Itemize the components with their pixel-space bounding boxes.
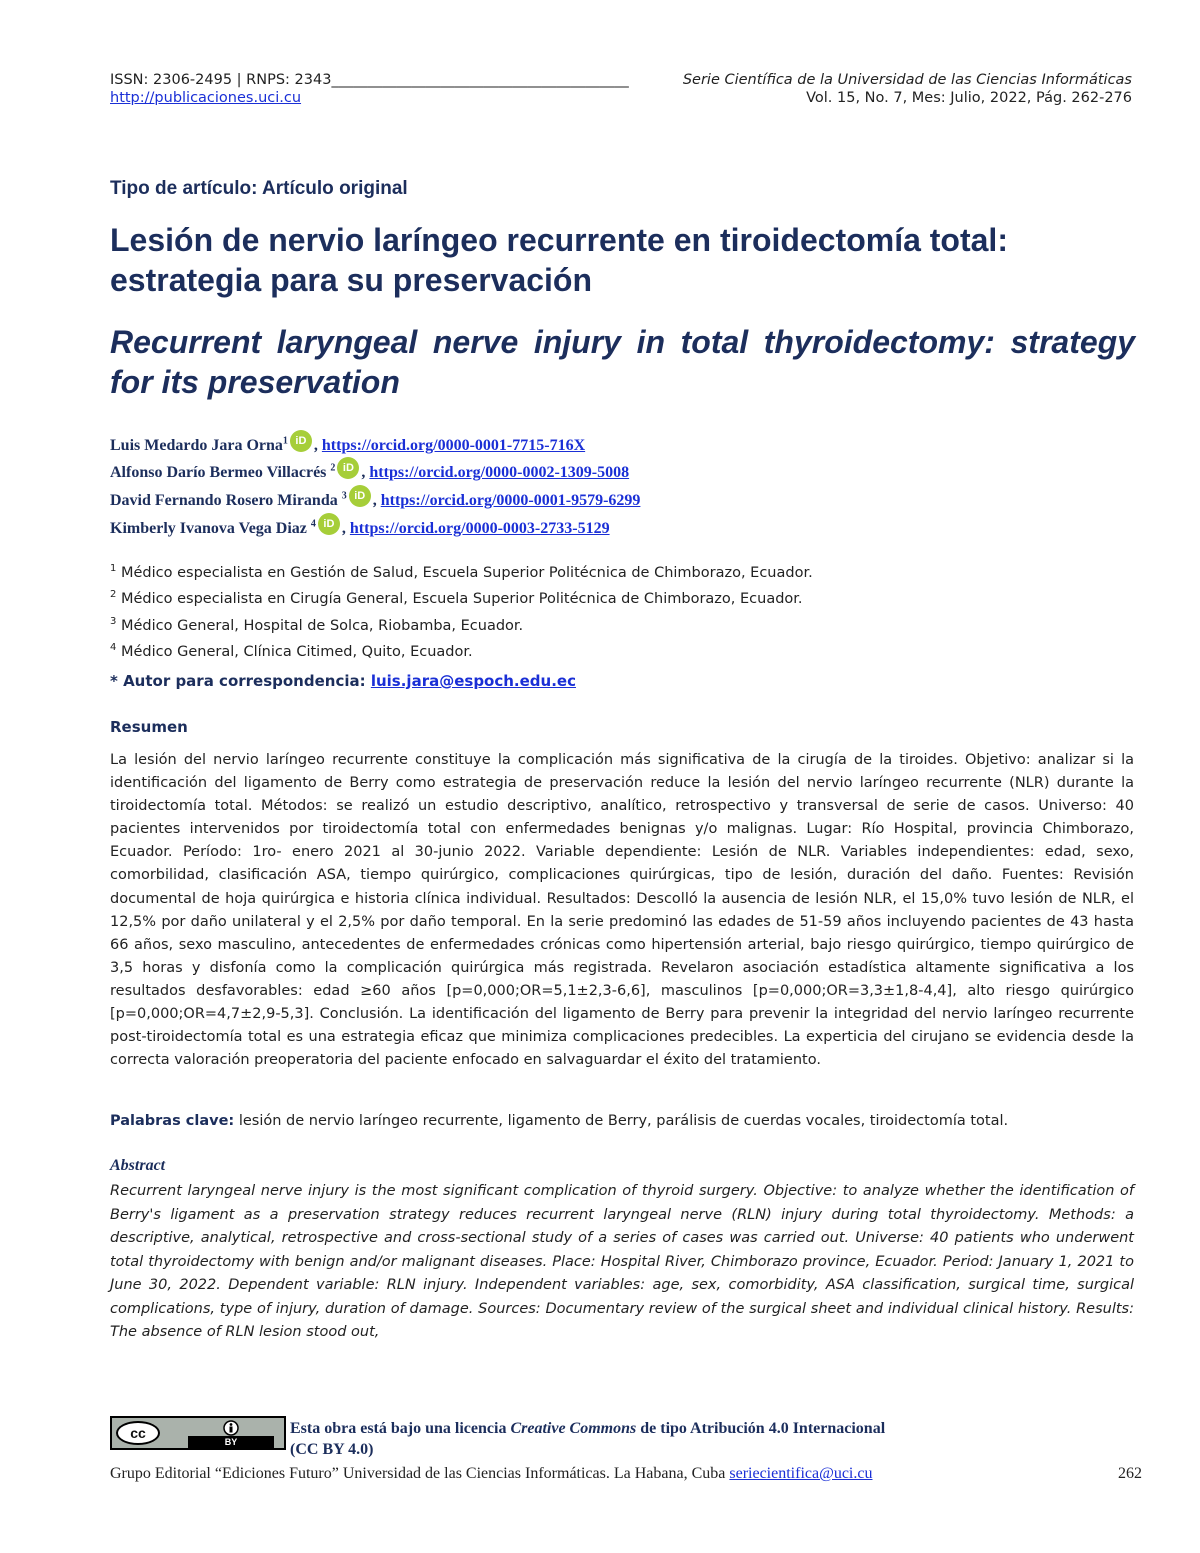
- author-name: Kimberly Ivanova Vega Diaz: [110, 520, 311, 537]
- affiliation-num: 3: [110, 615, 117, 627]
- person-icon: [188, 1420, 274, 1435]
- author-sup: 2: [330, 462, 336, 474]
- author-name: David Fernando Rosero Miranda: [110, 492, 342, 509]
- cc-logo-icon: cc: [116, 1421, 160, 1445]
- title-english: Recurrent laryngeal nerve injury in total thyroidectomy: strategy for its preservation: [110, 324, 1135, 400]
- article-type: Tipo de artículo: Artículo original: [110, 178, 408, 199]
- affiliation-item: [110, 584, 1110, 610]
- issn-text: ISSN: 2306-2495 | RNPS: 2343: [110, 72, 332, 88]
- page-number: 262: [1118, 1465, 1142, 1482]
- title-spanish: Lesión de nervio laríngeo recurrente en tiroidectomía total: estrategia para su preservación: [110, 222, 1008, 298]
- license-code: (CC BY 4.0): [290, 1441, 374, 1458]
- correspondence-email-link[interactable]: luis.jara@espoch.edu.ec: [370, 672, 576, 690]
- orcid-link[interactable]: https://orcid.org/0000-0002-1309-5008: [369, 464, 630, 481]
- abstract-heading: Abstract: [110, 1157, 166, 1174]
- author-sup: 4: [310, 518, 316, 530]
- abstract-text: Recurrent laryngeal nerve injury is the most significant complication of thyroid surgery. Objective: to analyze whether the identification of Berry's ligament as a preservation strategy reduces recurrent laryngeal nerve (RLN) injury during total thyroidectomy. Methods: a descriptive, analytical, retrospective and cross-sectional study of a series of cases was carried out. Universe: 40 patients who underwent total thyroidectomy with benign and/or malignant diseases. Place: Hospital River, Chimborazo province, Ecuador. Period: January 1, 2021 to June 30, 2022. Dependent variable: RLN injury. Independent variables: age, sex, comorbidity, ASA classification, surgical time, surgical complications, type of injury, duration of damage. Sources: Documentary review of the surgical sheet and individual clinical history. Results: The absence of RLN lesion stood out,: [110, 1183, 1134, 1340]
- affiliation-text: Médico General, Clínica Citimed, Quito, Ecuador.: [120, 643, 473, 660]
- orcid-icon[interactable]: iD: [318, 513, 340, 535]
- orcid-icon[interactable]: iD: [349, 485, 371, 507]
- volume-info: Vol. 15, No. 7, Mes: Julio, 2022, Pág. 262-276: [806, 90, 1132, 106]
- keywords: [110, 1113, 1134, 1129]
- orcid-link[interactable]: https://orcid.org/0000-0001-9579-6299: [380, 492, 641, 509]
- affiliation-num: 4: [110, 641, 117, 653]
- author-sup: 3: [341, 490, 347, 502]
- header-rule: _________________________________________: [331, 72, 629, 88]
- affiliation-item: [110, 637, 1110, 663]
- license-text: [290, 1418, 885, 1460]
- correspondence-label: * Autor para correspondencia:: [110, 672, 366, 690]
- affiliation-item: [110, 611, 1110, 637]
- by-label: BY: [188, 1436, 274, 1448]
- license-post: de tipo Atribución 4.0 Internacional: [636, 1420, 886, 1437]
- affiliation-num: 1: [110, 563, 117, 574]
- orcid-icon[interactable]: iD: [290, 430, 312, 452]
- affiliation-text: Médico especialista en Gestión de Salud, Escuela Superior Politécnica de Chimborazo, Ecuador.: [120, 564, 813, 581]
- correspondence: [110, 672, 576, 690]
- journal-header: [110, 72, 1132, 106]
- orcid-icon[interactable]: iD: [337, 457, 359, 479]
- license-em: Creative Commons: [510, 1420, 637, 1437]
- license-pre: Esta obra está bajo una licencia: [290, 1420, 511, 1437]
- journal-url-link[interactable]: http://publicaciones.uci.cu: [110, 90, 302, 106]
- cc-by-license-badge[interactable]: [110, 1416, 286, 1450]
- author-name: Alfonso Darío Bermeo Villacrés: [110, 464, 331, 481]
- resumen-text: La lesión del nervio laríngeo recurrente constituye la complicación más significativa de la cirugía de la tiroides. Objetivo: analizar si la identificación del ligamento de Berry como estrategia de preservación reduce la lesión del nervio laríngeo recurrente (NLR) durante la tiroidectomía total. Métodos: se realizó un estudio descriptivo, analítico, retrospectivo y transversal de serie de casos. Universo: 40 pacientes intervenidos por tiroidectomía total con enfermedades benignas y/o malignas. Lugar: Río Hospital, provincia Chimborazo, Ecuador. Período: 1ro- enero 2021 al 30-junio 2022. Variable dependiente: Lesión de NLR. Variables independientes: edad, sexo, comorbilidad, clasificación ASA, tiempo quirúrgico, complicaciones quirúrgicas, tipo de lesión, duración del daño. Fuentes: Revisión documental de hoja quirúrgica e historia clínica individual. Resultados: Descolló la ausencia de lesión NLR, el 15,0% tuvo lesión de NLR, el 12,5% por daño unilateral y el 2,5% por daño temporal. En la serie predominó las edades de 51-59 años incluyendo pacientes de 43 hasta 66 años, sexo masculino, antecedentes de enfermedades crónicas como hipertensión arterial, bajo riesgo quirúrgico, tiempo quirúrgico de 3,5 horas y disfonía como la complicación quirúrgica más registrada. Revelaron asociación estadística altamente significativa a los resultados desfavorables: edad ≥60 años [p=0,000;OR=5,1±2,3-6,6], masculinos [p=0,000;OR=3,3±1,8-4,4], alto riesgo quirúrgico [p=0,000;OR=4,7±2,9-5,3]. Conclusión. La identificación del ligamento de Berry para prevenir la integridad del nervio laríngeo recurrente post-tiroidectomía total es una estrategia eficaz que minimiza complicaciones predecibles. La experticia del cirujano se evidencia desde la correcta valoración preoperatoria del paciente enfocado en salvaguardar el éxito del tratamiento.: [110, 752, 1134, 1069]
- footer-email-link[interactable]: seriecientifica@uci.cu: [729, 1465, 873, 1482]
- page-footer: [110, 1465, 1142, 1483]
- author-3: David Fernando Rosero Miranda $^3$ iD , https://orcid.org/0000-0001-9579-6299: [110, 485, 640, 510]
- resumen-heading: Resumen: [110, 718, 188, 736]
- orcid-link[interactable]: https://orcid.org/0000-0003-2733-5129: [349, 520, 610, 537]
- keywords-text: lesión de nervio laríngeo recurrente, ligamento de Berry, parálisis de cuerdas vocales, tiroidectomía total.: [238, 1113, 1009, 1129]
- affiliations: [110, 558, 1110, 663]
- affiliation-item: [110, 558, 1110, 584]
- affiliation-num: 2: [110, 589, 117, 601]
- affiliation-text: Médico especialista en Cirugía General, Escuela Superior Politécnica de Chimborazo, Ecuador.: [120, 591, 803, 608]
- author-4: Kimberly Ivanova Vega Diaz $^4$ iD , https://orcid.org/0000-0003-2733-5129: [110, 513, 610, 538]
- author-1: Luis Medardo Jara Orna$^1$ iD , https://orcid.org/0000-0001-7715-716X: [110, 430, 585, 455]
- author-sup: 1: [282, 435, 288, 447]
- orcid-link[interactable]: https://orcid.org/0000-0001-7715-716X: [321, 437, 586, 454]
- author-name: Luis Medardo Jara Orna: [110, 437, 283, 454]
- journal-name: Serie Científica de la Universidad de las Ciencias Informáticas: [682, 72, 1132, 88]
- publisher-text: Grupo Editorial “Ediciones Futuro” Universidad de las Ciencias Informáticas. La Habana, Cuba: [110, 1465, 730, 1482]
- author-2: Alfonso Darío Bermeo Villacrés $^2$ iD , https://orcid.org/0000-0002-1309-5008: [110, 457, 629, 482]
- keywords-label: Palabras clave:: [110, 1113, 235, 1129]
- affiliation-text: Médico General, Hospital de Solca, Riobamba, Ecuador.: [120, 617, 524, 634]
